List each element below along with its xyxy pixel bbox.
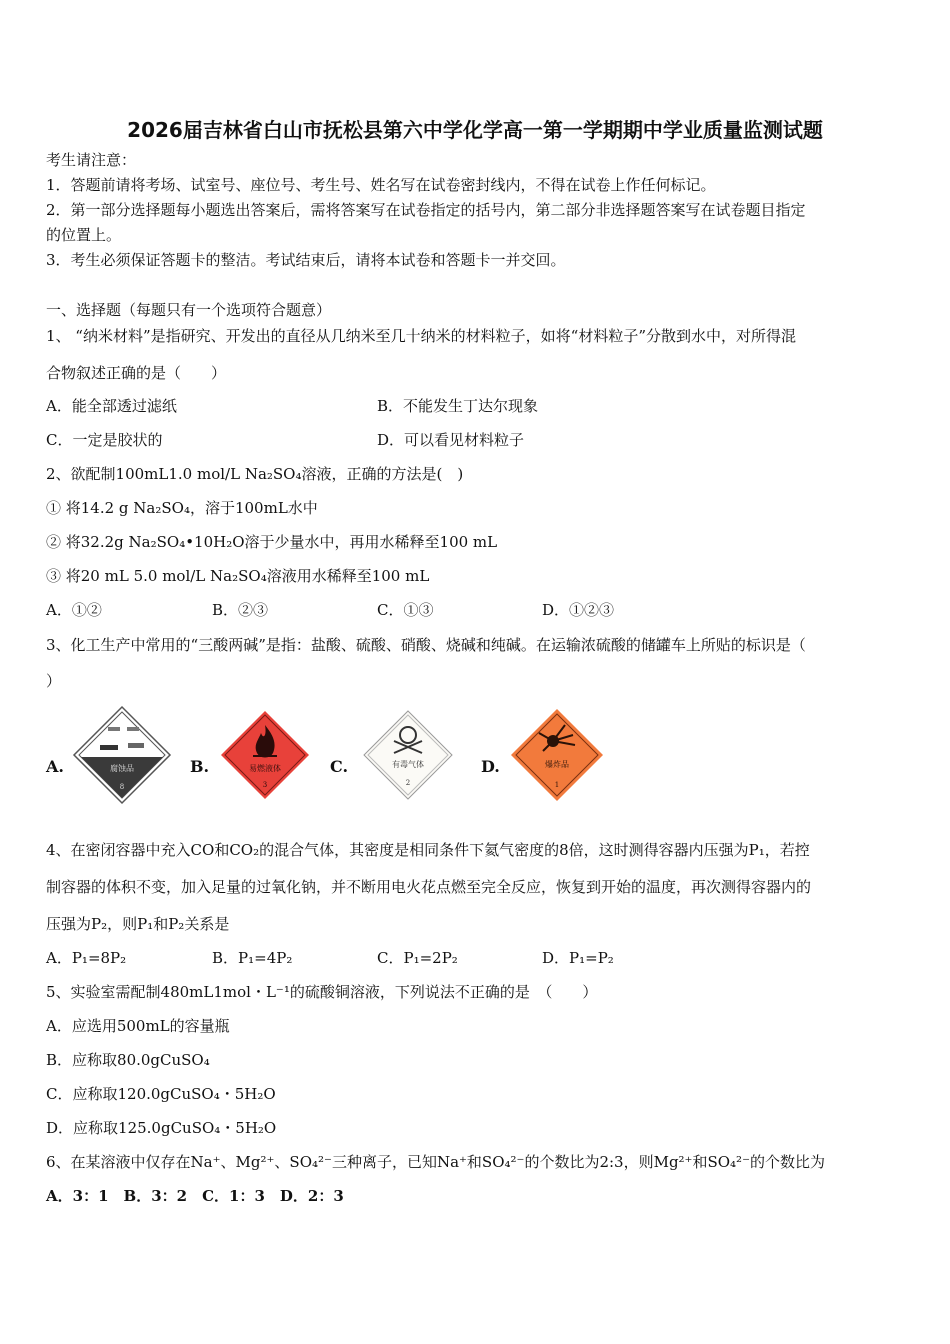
q2-option-c: C．①③ [377, 601, 434, 619]
explosive-sign-icon [507, 705, 607, 805]
q5-stem: 5、实验室需配制480mL1mol・L⁻¹的硫酸铜溶液，下列说法不正确的是 （ ） [46, 983, 598, 1001]
q1-stem: 1、 “纳米材料”是指研究、开发出的直径从几纳米至几十纳米的材料粒子，如将“材料粒子”分散到水中，对所得混 [46, 327, 796, 345]
q2-option-d: D．①②③ [542, 601, 615, 619]
notice-item: 的位置上。 [46, 226, 122, 244]
q3-option-c-label: C. [330, 757, 349, 776]
sign-number: 8 [119, 783, 125, 791]
page-title: 2026届吉林省白山市抚松县第六中学化学高一第一学期期中学业质量监测试题 [127, 118, 823, 142]
notice-item: 3．考生必须保证答题卡的整洁。考试结束后，请将本试卷和答题卡一并交回。 [46, 251, 566, 269]
q4-stem: 压强为P₂，则P₁和P₂关系是 [46, 915, 230, 933]
sign-text: 腐蚀品 [110, 764, 134, 773]
q2-option-b: B．②③ [212, 601, 269, 619]
notice-item: 1．答题前请将考场、试室号、座位号、考生号、姓名写在试卷密封线内，不得在试卷上作任何标记。 [46, 176, 716, 194]
q3-stem: ） [46, 672, 62, 690]
q6-options: A．3：1 B．3：2 C．1：3 D．2：3 [46, 1187, 344, 1205]
q5-option-c: C．应称取120.0gCuSO₄・5H₂O [46, 1085, 276, 1103]
q2-item: ① 将14.2 g Na₂SO₄，溶于100mL水中 [46, 499, 318, 517]
q1-option-b: B．不能发生丁达尔现象 [377, 397, 539, 415]
q3-option-d-label: D. [481, 757, 500, 776]
q2-item: ③ 将20 mL 5.0 mol/L Na₂SO₄溶液用水稀释至100 mL [46, 567, 430, 585]
q3-option-a-label: A. [46, 757, 64, 776]
q1-stem: 合物叙述正确的是（ ） [46, 364, 227, 382]
q2-item: ② 将32.2g Na₂SO₄•10H₂O溶于少量水中，再用水稀释至100 mL [46, 533, 498, 551]
sign-number: 2 [405, 779, 411, 787]
section-heading: 一、选择题（每题只有一个选项符合题意） [46, 301, 332, 319]
sign-number: 3 [262, 781, 268, 789]
sign-text: 爆炸品 [545, 760, 569, 769]
q5-option-d: D．应称取125.0gCuSO₄・5H₂O [46, 1119, 277, 1137]
q4-option-a: A．P₁=8P₂ [46, 949, 127, 967]
notice-item: 2．第一部分选择题每小题选出答案后，需将答案写在试卷指定的括号内，第二部分非选择题答案写在试卷题目指定 [46, 201, 806, 219]
corrosive-sign-icon [72, 705, 172, 805]
q2-stem: 2、欲配制100mL1.0 mol/L Na₂SO₄溶液，正确的方法是( ) [46, 465, 464, 483]
sign-text: 有毒气体 [392, 760, 424, 769]
sign-text: 易燃液体 [249, 764, 281, 773]
q3-option-b-label: B. [190, 757, 210, 776]
q1-option-a: A．能全部透过滤纸 [46, 397, 177, 415]
q1-option-d: D．可以看见材料粒子 [377, 431, 525, 449]
notice-heading: 考生请注意： [46, 151, 137, 169]
q4-option-c: C．P₁=2P₂ [377, 949, 458, 967]
q5-option-b: B．应称取80.0gCuSO₄ [46, 1051, 210, 1069]
q5-option-a: A．应选用500mL的容量瓶 [46, 1017, 230, 1035]
q4-option-b: B．P₁=4P₂ [212, 949, 293, 967]
q6-stem: 6、在某溶液中仅存在Na⁺、Mg²⁺、SO₄²⁻三种离子，已知Na⁺和SO₄²⁻的个数比为2:3，则Mg²⁺和SO₄²⁻的个数比为 [46, 1153, 825, 1171]
q1-option-c: C．一定是胶状的 [46, 431, 163, 449]
toxic-gas-sign-icon [358, 705, 458, 805]
sign-number: 1 [554, 781, 560, 789]
q2-option-a: A．①② [46, 601, 102, 619]
q4-option-d: D．P₁=P₂ [542, 949, 614, 967]
q4-stem: 4、在密闭容器中充入CO和CO₂的混合气体，其密度是相同条件下氦气密度的8倍，这时测得容器内压强为P₁，若控 [46, 841, 810, 859]
q4-stem: 制容器的体积不变，加入足量的过氧化钠，并不断用电火花点燃至完全反应，恢复到开始的温度，再次测得容器内的 [46, 878, 812, 896]
flammable-liquid-sign-icon [215, 705, 315, 805]
q3-stem: 3、化工生产中常用的“三酸两碱”是指：盐酸、硫酸、硝酸、烧碱和纯碱。在运输浓硫酸的储罐车上所贴的标识是（ [46, 636, 806, 654]
